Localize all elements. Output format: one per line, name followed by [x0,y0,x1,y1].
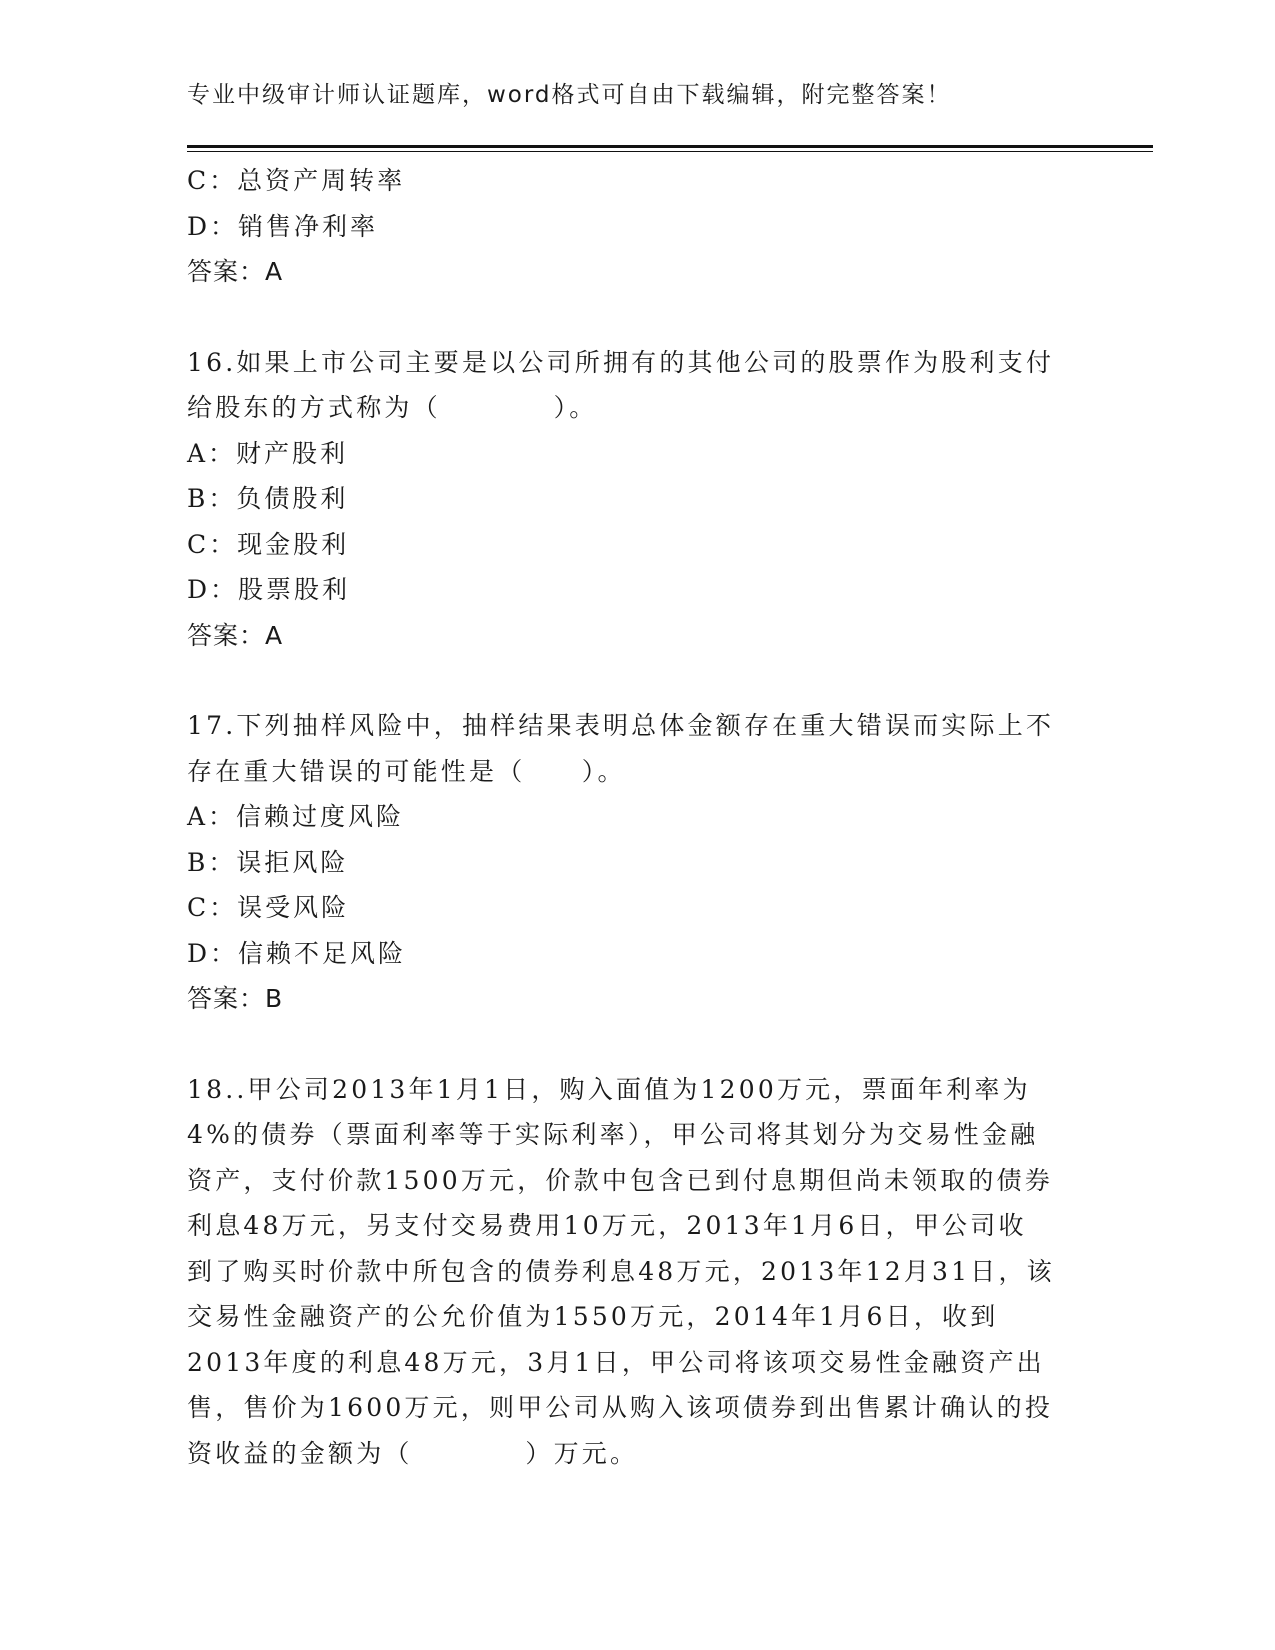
question-stem-line: 18..甲公司2013年1月1日，购入面值为1200万元，票面年利率为 [187,1074,1031,1104]
option-d: D：信赖不足风险 [187,938,407,968]
option-c: C：现金股利 [187,529,350,559]
header-rule-thick [187,145,1153,148]
page-header: 专业中级审计师认证题库，word格式可自由下载编辑，附完整答案！ [187,82,952,108]
option-d: D：股票股利 [187,575,351,604]
answer-line: 答案：A [187,257,284,286]
question-content [187,158,1087,1476]
answer-line: 答案：B [187,984,284,1013]
question-stem-line: 交易性金融资产的公允价值为1550万元，2014年1月6日，收到 [187,1302,999,1331]
prev-question [187,158,1087,295]
question-17 [187,703,1087,1022]
question-stem-line: 资产，支付价款1500万元，价款中包含已到付息期但尚未领取的债券 [187,1165,1054,1195]
option-d: D：销售净利率 [187,211,379,241]
question-stem-line: 17.下列抽样风险中，抽样结果表明总体金额存在重大错误而实际上不 [187,711,1055,740]
question-stem-line: 到了购买时价款中所包含的债券利息48万元，2013年12月31日，该 [187,1256,1055,1286]
question-18 [187,1067,1087,1477]
option-b: B：误拒风险 [187,847,349,877]
question-stem-line: 存在重大错误的可能性是（ ）。 [187,756,626,786]
question-16 [187,340,1087,659]
question-stem-line: 给股东的方式称为（ ）。 [187,393,598,422]
answer-line: 答案：A [187,620,284,650]
option-b: B：负债股利 [187,484,349,513]
option-c: C：总资产周转率 [187,166,406,195]
question-stem-line: 4%的债券（票面利率等于实际利率），甲公司将其划分为交易性金融 [187,1120,1039,1149]
header-rule-thin [187,151,1153,152]
question-stem-line: 16.如果上市公司主要是以公司所拥有的其他公司的股票作为股利支付 [187,347,1055,377]
question-stem-line: 资收益的金额为（ ）万元。 [187,1438,639,1468]
option-c: C：误受风险 [187,893,350,922]
question-stem-line: 2013年度的利息48万元，3月1日，甲公司将该项交易性金融资产出 [187,1347,1045,1377]
question-stem-line: 售，售价为1600万元，则甲公司从购入该项债券到出售累计确认的投 [187,1393,1054,1422]
option-a: A：财产股利 [187,438,349,468]
question-stem-line: 利息48万元，另支付交易费用10万元，2013年1月6日，甲公司收 [187,1211,1027,1240]
option-a: A：信赖过度风险 [187,802,405,831]
